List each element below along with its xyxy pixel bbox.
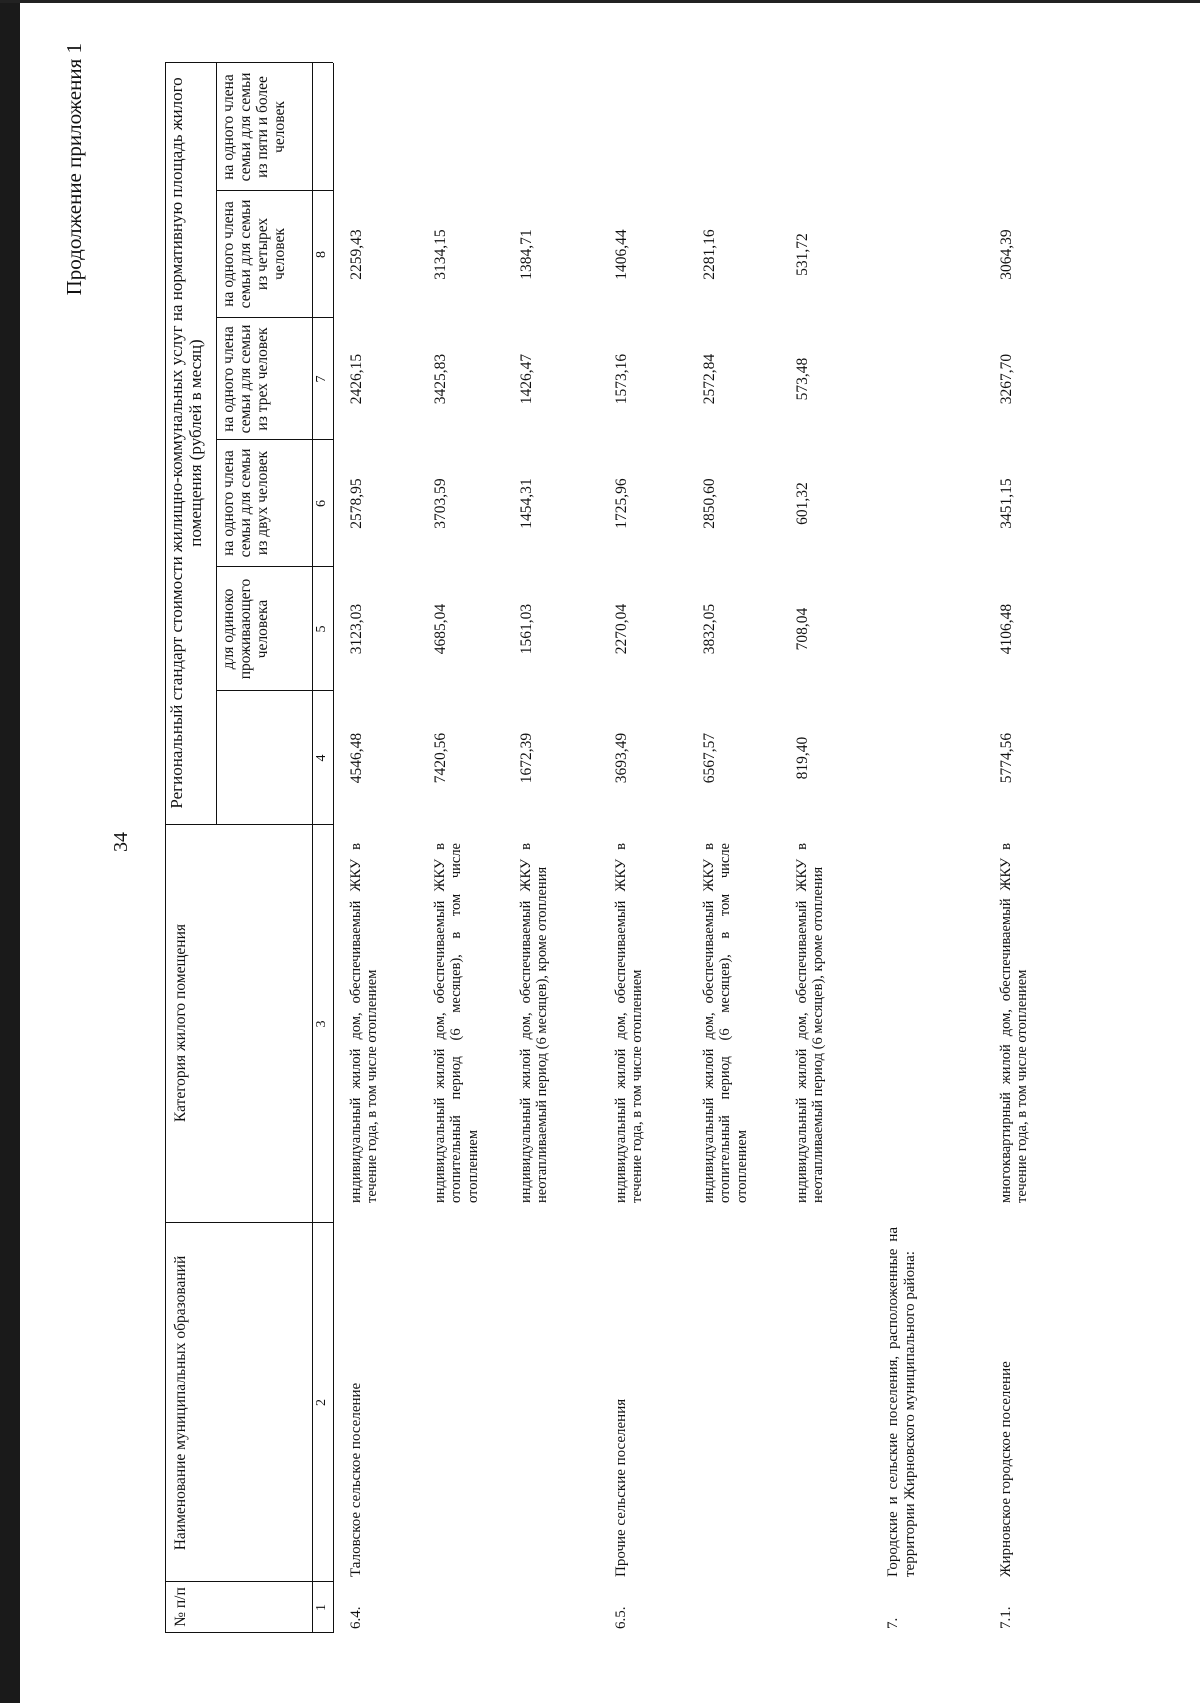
header-col-4: для одиноко проживающего человека	[220, 578, 272, 680]
appendix-title: Продолжение приложения 1	[62, 43, 86, 296]
page-number: 34	[110, 832, 132, 852]
row-2-v5: 1561,03	[518, 603, 535, 655]
header-standard-group: Региональный стандарт стоимости жилищно-коммунальных услуг на нормативную площадь жилого помещения (рублей в месяц)	[167, 77, 205, 809]
row-4-v6: 2850,60	[701, 478, 718, 529]
row-7-v8: 3064,39	[998, 229, 1015, 280]
row-4-v8: 2281,16	[701, 229, 718, 280]
row-5-category: индивидуальный жилой дом, обеспечиваемый ЖКУ в неотапливаемый период (6 месяцев), кроме отопления	[794, 843, 827, 1203]
row-0-name: Таловское сельское поселение	[348, 1382, 364, 1577]
row-3-v6: 1725,96	[613, 478, 630, 529]
row-1-v5: 4685,04	[432, 603, 449, 655]
column-number-line	[333, 63, 334, 1633]
row-0-category: индивидуальный жилой дом, обеспечиваемый ЖКУ в течение года, в том числе отоплением	[348, 843, 381, 1203]
col-divider-2	[165, 1222, 333, 1223]
row-3-v8: 1406,44	[613, 229, 630, 280]
row-1-v8: 3134,15	[432, 229, 449, 280]
colnum-3: 3	[314, 1020, 329, 1028]
row-1-v6: 3703,59	[432, 478, 449, 529]
colnum-1: 1	[314, 1604, 329, 1611]
colnum-4: 4	[314, 754, 329, 762]
row-2-v8: 1384,71	[518, 229, 535, 280]
row-0-v5: 3123,03	[348, 603, 365, 655]
row-3-v4: 3693,49	[613, 732, 630, 784]
col-divider-1	[165, 1581, 333, 1582]
row-0-v7: 2426,15	[348, 353, 365, 405]
row-5-v7: 573,48	[794, 357, 811, 401]
row-5-v8: 531,72	[794, 233, 811, 276]
colnum-6: 6	[314, 500, 329, 507]
colnum-5: 5	[314, 625, 329, 633]
table-top-border	[165, 63, 166, 1633]
row-3-name: Прочие сельские поселения	[613, 1398, 629, 1577]
row-1-v4: 7420,56	[432, 732, 449, 784]
row-4-category: индивидуальный жилой дом, обеспечиваемый ЖКУ в отопительный период (6 месяцев), в том числе отоплением	[701, 843, 750, 1203]
row-2-category: индивидуальный жилой дом, обеспечиваемый ЖКУ в неотапливаемый период (6 месяцев), кроме отопления	[518, 843, 551, 1203]
row-6-name: Городские и сельские поселения, расположенные на территории Жирновского муниципального района:	[885, 1227, 918, 1577]
row-3-no: 6.5.	[613, 1606, 629, 1629]
header-no: № п/п	[172, 1587, 189, 1627]
row-4-v7: 2572,84	[701, 353, 718, 405]
row-2-v7: 1426,47	[518, 353, 535, 405]
row-5-v6: 601,32	[794, 482, 811, 525]
header-name: Наименование муниципальных образований	[172, 1255, 189, 1551]
header-col-8: на одного члена семьи для семьи из пяти и более человек	[220, 72, 289, 182]
table-right-border	[165, 62, 333, 63]
subheader-line	[216, 63, 217, 825]
row-7-v6: 3451,15	[998, 478, 1015, 529]
row-4-v4: 6567,57	[701, 732, 718, 784]
row-7-no: 7.1.	[998, 1606, 1014, 1629]
col-divider-3	[165, 824, 333, 825]
row-0-v6: 2578,95	[348, 478, 365, 529]
colnum-7: 7	[314, 375, 329, 383]
row-7-v7: 3267,70	[998, 353, 1015, 405]
row-7-name: Жирновское городское поселение	[998, 1361, 1014, 1577]
row-7-v4: 5774,56	[998, 732, 1015, 784]
row-2-v4: 1672,39	[518, 732, 535, 784]
row-1-category: индивидуальный жилой дом, обеспечиваемый ЖКУ в отопительный период (6 месяцев), в том числе отоплением	[432, 843, 481, 1203]
header-col-7: на одного члена семьи для семьи из четырех человек	[220, 199, 289, 309]
colnum-8: 8	[314, 251, 329, 258]
row-7-category: многоквартирный жилой дом, обеспечиваемый ЖКУ в течение года, в том числе отоплением	[998, 843, 1031, 1203]
header-bottom-line	[312, 63, 313, 1633]
header-col-6: на одного члена семьи для семьи из трех человек	[220, 324, 272, 434]
table-left-border	[165, 1632, 333, 1633]
row-0-no: 6.4.	[348, 1606, 364, 1629]
row-1-v7: 3425,83	[432, 353, 449, 405]
header-col-5: на одного члена семьи для семьи из двух человек	[220, 448, 272, 558]
header-category: Категория жилого помещения	[172, 923, 189, 1123]
row-3-v5: 2270,04	[613, 603, 630, 655]
row-3-v7: 1573,16	[613, 353, 630, 405]
row-5-v4: 819,40	[794, 736, 811, 780]
row-0-v4: 4546,48	[348, 732, 365, 784]
row-3-category: индивидуальный жилой дом, обеспечиваемый ЖКУ в течение года, в том числе отоплением	[613, 843, 646, 1203]
row-2-v6: 1454,31	[518, 478, 535, 529]
row-4-v5: 3832,05	[701, 603, 718, 655]
row-7-v5: 4106,48	[998, 603, 1015, 655]
row-5-v5: 708,04	[794, 607, 811, 651]
row-6-no: 7.	[885, 1617, 901, 1629]
row-0-v8: 2259,43	[348, 229, 365, 280]
colnum-2: 2	[314, 1399, 329, 1406]
